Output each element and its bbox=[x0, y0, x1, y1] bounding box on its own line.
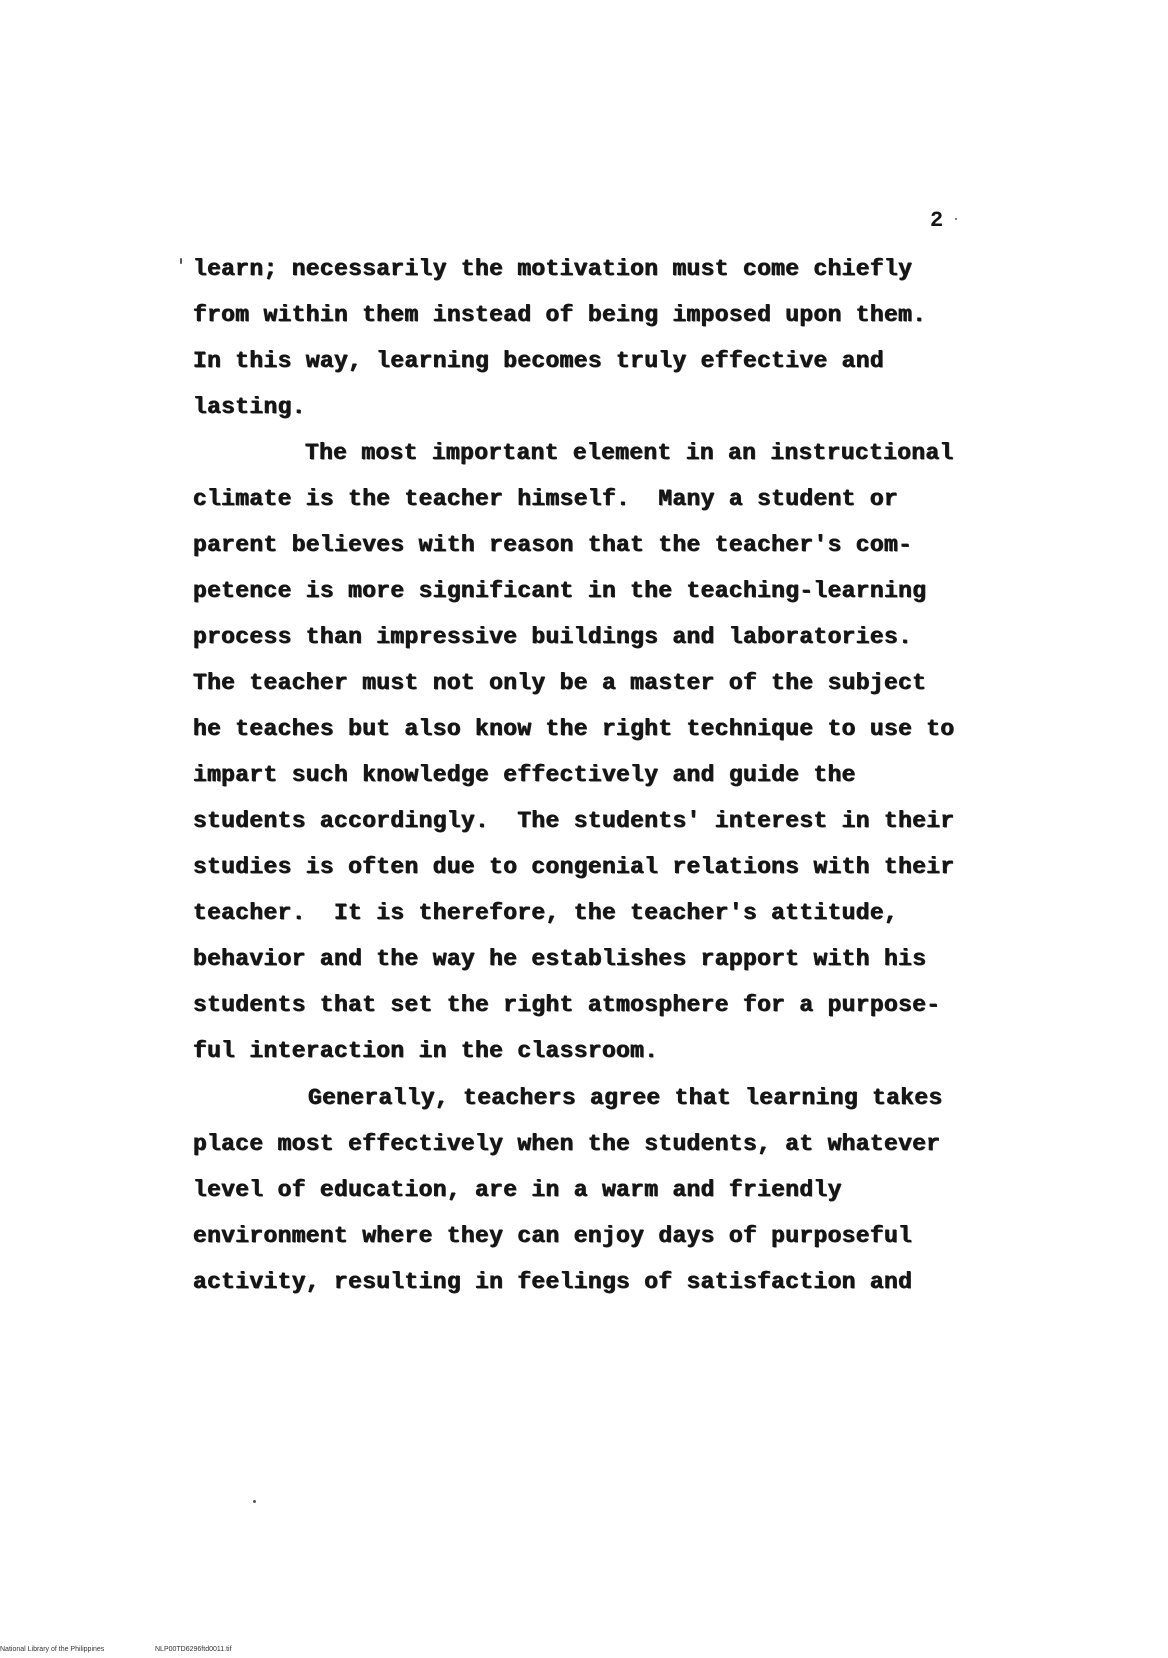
text-line: The teacher must not only be a master of the subject bbox=[193, 670, 927, 696]
text-line: students accordingly. The students' interest in their bbox=[193, 808, 955, 834]
text-line: studies is often due to congenial relations with their bbox=[193, 854, 955, 880]
text-line: impart such knowledge effectively and guide the bbox=[193, 762, 856, 788]
text-line: teacher. It is therefore, the teacher's attitude, bbox=[193, 900, 899, 926]
text-line: behavior and the way he establishes rapport with his bbox=[193, 946, 927, 972]
text-line: ful interaction in the classroom. bbox=[193, 1038, 659, 1064]
footer-filename: NLP00TD6296ftd0011.tif bbox=[155, 1646, 232, 1653]
page-number: 2 bbox=[930, 208, 945, 233]
text-line: level of education, are in a warm and friendly bbox=[193, 1177, 842, 1203]
text-line: place most effectively when the students, at whatever bbox=[193, 1131, 941, 1157]
scan-speck bbox=[180, 258, 182, 264]
text-line: environment where they can enjoy days of purposeful bbox=[193, 1223, 913, 1249]
text-line: he teaches but also know the right technique to use to bbox=[193, 716, 955, 742]
scan-speck bbox=[955, 218, 957, 220]
text-line: activity, resulting in feelings of satisfaction and bbox=[193, 1269, 913, 1295]
text-line: from within them instead of being imposed upon them. bbox=[193, 302, 927, 328]
text-line: learn; necessarily the motivation must come chiefly bbox=[193, 256, 913, 282]
text-line: students that set the right atmosphere for a purpose- bbox=[193, 992, 941, 1018]
footer-library: National Library of the Philippines bbox=[0, 1646, 105, 1653]
text-line: parent believes with reason that the teacher's com- bbox=[193, 532, 913, 558]
text-line: process than impressive buildings and laboratories. bbox=[193, 624, 913, 650]
text-line: Generally, teachers agree that learning takes bbox=[308, 1085, 943, 1111]
text-line: In this way, learning becomes truly effective and bbox=[193, 348, 885, 374]
text-line: petence is more significant in the teaching-learning bbox=[193, 578, 927, 604]
text-line: The most important element in an instructional bbox=[305, 440, 954, 466]
text-line: climate is the teacher himself. Many a student or bbox=[193, 486, 899, 512]
scan-speck bbox=[253, 1500, 256, 1503]
text-line: lasting. bbox=[193, 394, 306, 420]
